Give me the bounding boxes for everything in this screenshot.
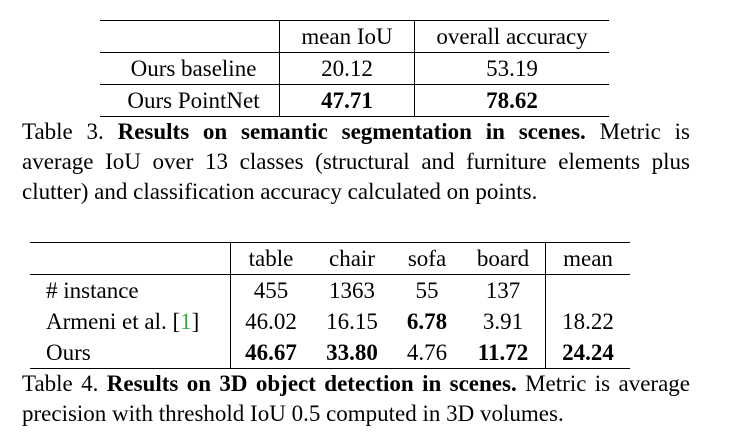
table-4 — [30, 242, 630, 369]
table-4-header-sofa: sofa — [393, 243, 461, 275]
table-4-header-row — [30, 243, 630, 275]
table-4-cell: 3.91 — [461, 306, 546, 337]
table-3-caption — [22, 117, 690, 207]
table-3-cell: 47.71 — [280, 85, 415, 117]
table-4-header-empty — [30, 243, 231, 275]
table-4-cell: 46.02 — [245, 309, 297, 334]
table-row — [30, 275, 630, 307]
table-4-cell: 1363 — [311, 275, 393, 307]
table-4-cell: 33.80 — [311, 337, 393, 369]
table-4-caption — [22, 369, 690, 429]
table-4-cell: 6.78 — [406, 309, 448, 334]
table-4-cell: 24.24 — [546, 337, 631, 369]
table-4-row-label — [30, 306, 231, 337]
table-4-row-label: Ours — [30, 337, 231, 369]
table-3-header-empty — [100, 21, 280, 53]
table-4-cell: 137 — [461, 275, 546, 307]
table-row — [100, 85, 609, 117]
row-label-suffix: ] — [191, 309, 200, 334]
table-4-cell: 11.72 — [461, 337, 546, 369]
table-3-header-overall-accuracy: overall accuracy — [415, 21, 610, 53]
table-row — [100, 53, 609, 85]
table-4-cell — [546, 275, 631, 307]
table-3-row-label: Ours baseline — [100, 53, 280, 85]
caption-prefix: Table 4. — [22, 371, 99, 396]
caption-bold: Results on semantic segmentation in scenes. — [117, 119, 586, 144]
table-4-cell: 4.76 — [393, 337, 461, 369]
table-4-cell: 46.67 — [231, 337, 312, 369]
caption-body: Metric is average precision with threshold IoU 0.5 computed in 3D volumes. — [22, 371, 691, 426]
caption-body: Metric is average IoU over 13 classes (structural and furniture elements plus clutter) and classification accuracy calculated on points. — [22, 119, 690, 204]
table-row — [30, 306, 630, 337]
caption-bold: Results on 3D object detection in scenes. — [106, 371, 517, 396]
table-3-cell: 78.62 — [415, 85, 610, 117]
table-4-header-chair: chair — [311, 243, 393, 275]
table-3-cell: 53.19 — [415, 53, 610, 85]
table-3-header-mean-iou: mean IoU — [280, 21, 415, 53]
table-3-cell: 20.12 — [280, 53, 415, 85]
table-3 — [100, 20, 609, 117]
caption-prefix: Table 3. — [22, 119, 104, 144]
citation-link[interactable]: 1 — [180, 309, 192, 334]
table-3-header-row — [100, 21, 609, 53]
table-4-header-board: board — [461, 243, 546, 275]
table-4-cell: 18.22 — [562, 309, 614, 334]
table-4-header-table: table — [231, 243, 312, 275]
table-4-cell: 16.15 — [326, 309, 378, 334]
table-4-cell: 55 — [393, 275, 461, 307]
table-4-header-mean: mean — [546, 243, 631, 275]
table-4-cell: 455 — [231, 275, 312, 307]
row-label-prefix: Armeni et al. [ — [46, 309, 181, 334]
table-row — [30, 337, 630, 369]
table-3-row-label: Ours PointNet — [100, 85, 280, 117]
table-4-row-label: # instance — [30, 275, 231, 307]
